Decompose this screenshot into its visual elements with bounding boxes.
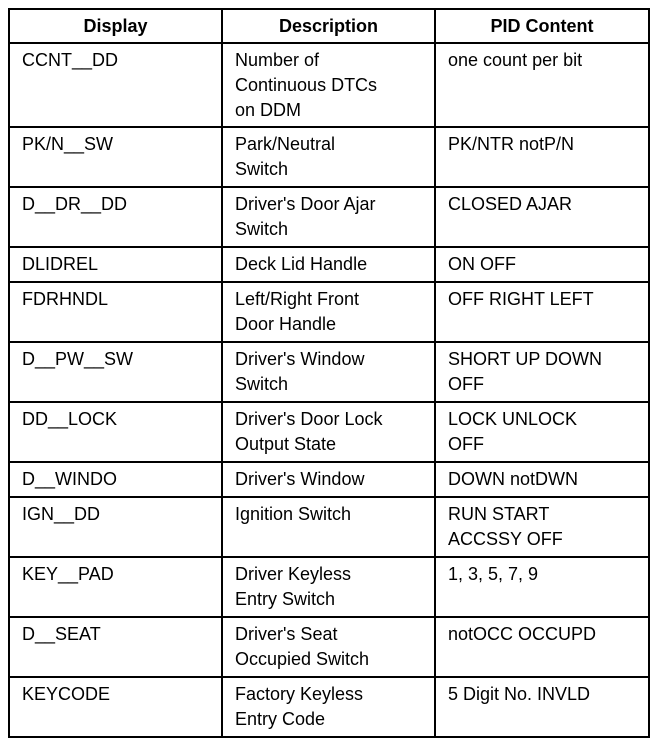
description-cell: Driver Keyless Entry Switch: [222, 557, 435, 617]
display-cell: DD__LOCK: [9, 402, 222, 462]
description-cell: Park/Neutral Switch: [222, 127, 435, 187]
table-row: [9, 617, 649, 677]
display-cell: KEY__PAD: [9, 557, 222, 617]
display-cell: PK/N__SW: [9, 127, 222, 187]
description-cell: Driver's Window: [222, 462, 435, 497]
table-row: [9, 677, 649, 737]
table-row: [9, 127, 649, 187]
pid-cell: RUN START ACCSSY OFF: [435, 497, 649, 557]
table-row: [9, 247, 649, 282]
table-row: [9, 402, 649, 462]
table-row: [9, 43, 649, 127]
table-row: [9, 497, 649, 557]
pid-cell: LOCK UNLOCK OFF: [435, 402, 649, 462]
table-row: [9, 557, 649, 617]
table-row: [9, 282, 649, 342]
header-pid-content: PID Content: [435, 9, 649, 43]
description-cell: Left/Right Front Door Handle: [222, 282, 435, 342]
description-cell: Ignition Switch: [222, 497, 435, 557]
pid-cell: PK/NTR notP/N: [435, 127, 649, 187]
display-cell: FDRHNDL: [9, 282, 222, 342]
description-cell: Factory Keyless Entry Code: [222, 677, 435, 737]
pid-table: [8, 8, 650, 738]
description-cell: Number of Continuous DTCs on DDM: [222, 43, 435, 127]
pid-cell: DOWN notDWN: [435, 462, 649, 497]
display-cell: IGN__DD: [9, 497, 222, 557]
display-cell: D__DR__DD: [9, 187, 222, 247]
description-cell: Driver's Door Ajar Switch: [222, 187, 435, 247]
display-cell: KEYCODE: [9, 677, 222, 737]
display-cell: DLIDREL: [9, 247, 222, 282]
pid-cell: SHORT UP DOWN OFF: [435, 342, 649, 402]
pid-cell: one count per bit: [435, 43, 649, 127]
description-cell: Deck Lid Handle: [222, 247, 435, 282]
description-cell: Driver's Seat Occupied Switch: [222, 617, 435, 677]
description-cell: Driver's Window Switch: [222, 342, 435, 402]
display-cell: D__SEAT: [9, 617, 222, 677]
display-cell: D__PW__SW: [9, 342, 222, 402]
header-display: Display: [9, 9, 222, 43]
pid-cell: 1, 3, 5, 7, 9: [435, 557, 649, 617]
display-cell: CCNT__DD: [9, 43, 222, 127]
display-cell: D__WINDO: [9, 462, 222, 497]
pid-cell: 5 Digit No. INVLD: [435, 677, 649, 737]
table-row: [9, 462, 649, 497]
table-row: [9, 187, 649, 247]
pid-cell: CLOSED AJAR: [435, 187, 649, 247]
pid-cell: ON OFF: [435, 247, 649, 282]
description-cell: Driver's Door Lock Output State: [222, 402, 435, 462]
pid-cell: notOCC OCCUPD: [435, 617, 649, 677]
pid-cell: OFF RIGHT LEFT: [435, 282, 649, 342]
table-row: [9, 342, 649, 402]
header-row: [9, 9, 649, 43]
header-description: Description: [222, 9, 435, 43]
